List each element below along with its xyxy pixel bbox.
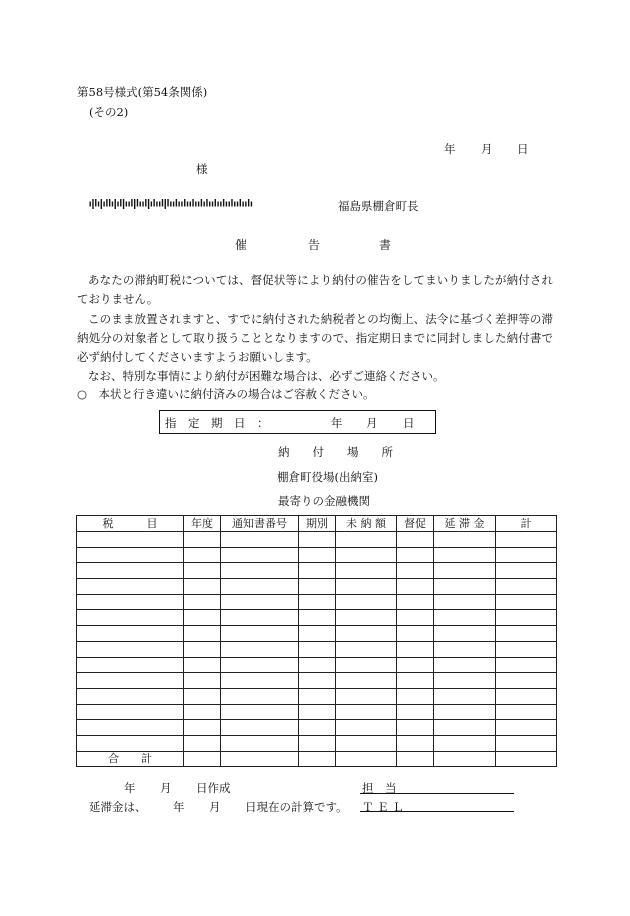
barcode-bar [234,202,235,207]
document-title-char-2: 告 [308,238,321,252]
barcode-bar [162,199,163,207]
due-date-day: 日 [403,416,415,430]
table-cell [77,547,184,563]
table-row [77,657,557,673]
table-cell [397,547,434,563]
table-cell [77,610,184,626]
barcode-bar [217,202,218,207]
table-cell [397,610,434,626]
barcode-bar [106,199,107,207]
table-cell [496,641,557,657]
table-cell [496,751,557,767]
table-cell [77,532,184,548]
date-day-label: 日 [517,142,529,156]
table-cell [184,563,221,579]
barcode-bar [178,202,179,207]
barcode-bar [237,202,238,207]
table-cell [397,735,434,751]
document-title-char-3: 書 [379,238,392,252]
table-cell [184,673,221,689]
body-paragraph-2: このまま放置されますと、すでに納付された納税者との均衡上、法令に基づく差押等の滞納処分の対象者として取り扱うこととなりますので、指定期日までに同封しました納付書で必ず納付してくださいますようお願いします。 [77,312,553,364]
table-cell [336,720,397,736]
table-cell [496,704,557,720]
table-cell [184,704,221,720]
table-cell [336,563,397,579]
barcode-bar [245,202,246,207]
table-cell [336,673,397,689]
col-header-tax-item: 税 目 [77,516,184,532]
late-fee-year-label: 年 [173,800,185,814]
barcode-bar [117,202,118,207]
table-cell [184,688,221,704]
table-cell [496,532,557,548]
barcode-bar [128,202,129,207]
late-fee-month-label: 月 [209,800,221,814]
total-label: 合 計 [77,751,184,767]
barcode-bar [120,199,121,207]
postal-barcode [89,199,254,209]
table-row [77,610,557,626]
barcode-bar [223,199,224,207]
barcode-bar [156,202,157,207]
phone-label: Ｔ Ｅ Ｌ [362,800,404,814]
table-cell [221,532,299,548]
table-cell [221,673,299,689]
created-month-label: 月 [160,781,172,795]
late-fee-note-prefix: 延滞金は、 [89,800,147,814]
table-cell [184,641,221,657]
table-cell [299,594,336,610]
barcode-bar [209,202,210,207]
barcode-bar [103,202,104,207]
barcode-bar [170,202,171,207]
phone-underline [360,811,514,812]
table-cell [184,579,221,595]
table-cell [299,532,336,548]
contact-person-label: 担 当 [362,781,397,795]
table-cell [496,673,557,689]
table-cell [336,532,397,548]
table-cell [299,688,336,704]
barcode-bar [187,202,188,207]
table-cell [184,547,221,563]
table-cell [496,720,557,736]
table-cell [299,579,336,595]
table-cell [336,626,397,642]
table-cell [336,704,397,720]
table-cell [184,751,221,767]
table-cell [77,626,184,642]
table-cell [434,594,496,610]
table-row [77,688,557,704]
table-cell [184,735,221,751]
table-cell [336,579,397,595]
table-row [77,720,557,736]
table-cell [397,563,434,579]
contact-person-underline [360,793,514,794]
barcode-bar [109,199,110,207]
barcode-bar [142,202,143,207]
table-cell [397,579,434,595]
barcode-bar [251,202,252,207]
table-cell [496,610,557,626]
table-cell [496,626,557,642]
barcode-bar [201,199,202,207]
table-cell [184,626,221,642]
table-cell [434,720,496,736]
table-cell [299,547,336,563]
arrears-table [76,515,557,767]
table-cell [77,594,184,610]
table-cell [434,735,496,751]
barcode-bar [242,202,243,207]
table-cell [299,751,336,767]
table-cell [434,610,496,626]
body-paragraph-3: なお、特別な事情により納付が困難な場合は、必ずご連絡ください。 [88,369,445,383]
table-cell [77,563,184,579]
created-day-label: 日作成 [196,781,231,795]
barcode-bar [203,202,204,207]
table-cell [434,704,496,720]
table-cell [221,547,299,563]
barcode-bar [226,202,227,207]
barcode-bar [248,199,249,207]
table-header-row [77,516,557,532]
table-cell [336,547,397,563]
table-cell [221,626,299,642]
table-cell [397,641,434,657]
table-cell [221,720,299,736]
table-cell [397,751,434,767]
table-cell [434,579,496,595]
col-header-year: 年度 [184,516,221,532]
due-date-label: 指 定 期 日 ： [165,416,269,430]
addressee-honorific: 様 [196,162,208,176]
table-cell [77,673,184,689]
table-cell [434,532,496,548]
table-cell [299,735,336,751]
issuer-name: 福島県棚倉町長 [338,199,419,213]
table-cell [336,735,397,751]
table-cell [184,610,221,626]
barcode-bar [145,199,146,207]
table-cell [221,610,299,626]
table-cell [221,704,299,720]
barcode-bar [206,199,207,207]
payment-place-bank: 最寄りの金融機関 [278,494,370,508]
barcode-bar [126,202,127,207]
barcode-bar [240,199,241,207]
barcode-bar [167,199,168,207]
table-total-row [77,751,557,767]
table-cell [299,720,336,736]
table-cell [299,673,336,689]
table-cell [184,720,221,736]
table-cell [336,657,397,673]
table-cell [221,688,299,704]
barcode-bar [123,199,124,209]
table-cell [496,657,557,673]
barcode-bar [137,199,138,207]
table-cell [397,657,434,673]
payment-place-heading: 納 付 場 所 [278,445,393,459]
barcode-bar [153,199,154,207]
table-cell [77,704,184,720]
table-cell [496,579,557,595]
table-cell [496,735,557,751]
table-cell [434,657,496,673]
barcode-bar [159,202,160,207]
table-cell [397,720,434,736]
table-cell [397,704,434,720]
table-cell [184,532,221,548]
table-cell [221,751,299,767]
table-cell [299,704,336,720]
date-month-label: 月 [481,142,493,156]
table-cell [397,688,434,704]
barcode-bar [90,202,91,207]
barcode-bar [215,199,216,207]
table-cell [397,673,434,689]
table-cell [336,751,397,767]
table-cell [336,641,397,657]
table-row [77,673,557,689]
late-fee-day-label: 日現在の計算です。 [245,800,348,814]
due-date-month: 月 [366,416,378,430]
table-cell [184,594,221,610]
table-row [77,579,557,595]
due-date-year: 年 [331,416,343,430]
notice-line: ○ 本状と行き違いに納付済みの場合はご容赦ください。 [77,387,375,401]
barcode-bar [165,199,166,209]
table-row [77,735,557,751]
barcode-bar [98,202,99,207]
col-header-total: 計 [496,516,557,532]
created-year-label: 年 [124,781,136,795]
table-cell [221,735,299,751]
barcode-bar [181,202,182,207]
col-header-period: 期別 [299,516,336,532]
table-row [77,594,557,610]
table-cell [221,641,299,657]
table-cell [221,579,299,595]
table-row [77,704,557,720]
table-row [77,641,557,657]
table-cell [77,641,184,657]
payment-place-office: 棚倉町役場(出納室) [277,470,378,484]
table-cell [496,547,557,563]
barcode-bar [212,202,213,207]
barcode-bar [184,199,185,207]
table-cell [299,626,336,642]
barcode-bar [151,202,152,207]
col-header-notice-number: 通知書番号 [221,516,299,532]
table-cell [299,610,336,626]
table-cell [77,579,184,595]
barcode-bar [173,202,174,207]
table-cell [299,641,336,657]
date-year-label: 年 [444,142,456,156]
barcode-bar [192,199,193,207]
form-sub-number: (その2) [89,105,129,119]
barcode-bar [134,199,135,209]
due-date-box [159,410,436,434]
table-cell [496,563,557,579]
body-paragraph-1: あなたの滞納町税については、督促状等により納付の催告をしてまいりましたが納付されておりません。 [77,273,553,306]
document-title-char-1: 催 [235,238,248,252]
col-header-unpaid: 未 納 額 [336,516,397,532]
barcode-bar [115,199,116,209]
barcode-bar [229,202,230,207]
table-cell [77,735,184,751]
table-cell [221,657,299,673]
table-cell [496,688,557,704]
barcode-bar [198,202,199,207]
table-cell [434,673,496,689]
table-row [77,563,557,579]
table-cell [336,688,397,704]
table-cell [434,626,496,642]
table-cell [336,594,397,610]
barcode-bar [131,199,132,207]
barcode-bar [176,199,177,207]
barcode-bar [195,202,196,207]
barcode-bar [101,199,102,209]
table-cell [496,594,557,610]
barcode-bar [220,202,221,207]
table-cell [434,563,496,579]
table-cell [77,688,184,704]
table-cell [434,641,496,657]
table-cell [77,657,184,673]
table-cell [397,532,434,548]
barcode-bar [140,202,141,207]
barcode-bar [231,199,232,207]
table-cell [77,720,184,736]
table-cell [299,563,336,579]
barcode-bar [148,199,149,209]
table-cell [184,657,221,673]
barcode-bar [92,199,93,209]
table-cell [221,594,299,610]
barcode-bar [95,199,96,207]
table-cell [336,610,397,626]
table-row [77,547,557,563]
barcode-bar [112,202,113,207]
table-cell [434,751,496,767]
barcode-bar [190,202,191,207]
table-row [77,532,557,548]
table-cell [434,547,496,563]
table-cell [397,594,434,610]
table-cell [397,626,434,642]
table-cell [434,688,496,704]
form-number: 第58号様式(第54条関係) [77,85,208,99]
col-header-reminder: 督促 [397,516,434,532]
col-header-late-fee: 延 滞 金 [434,516,496,532]
table-cell [299,657,336,673]
table-row [77,626,557,642]
table-cell [221,563,299,579]
